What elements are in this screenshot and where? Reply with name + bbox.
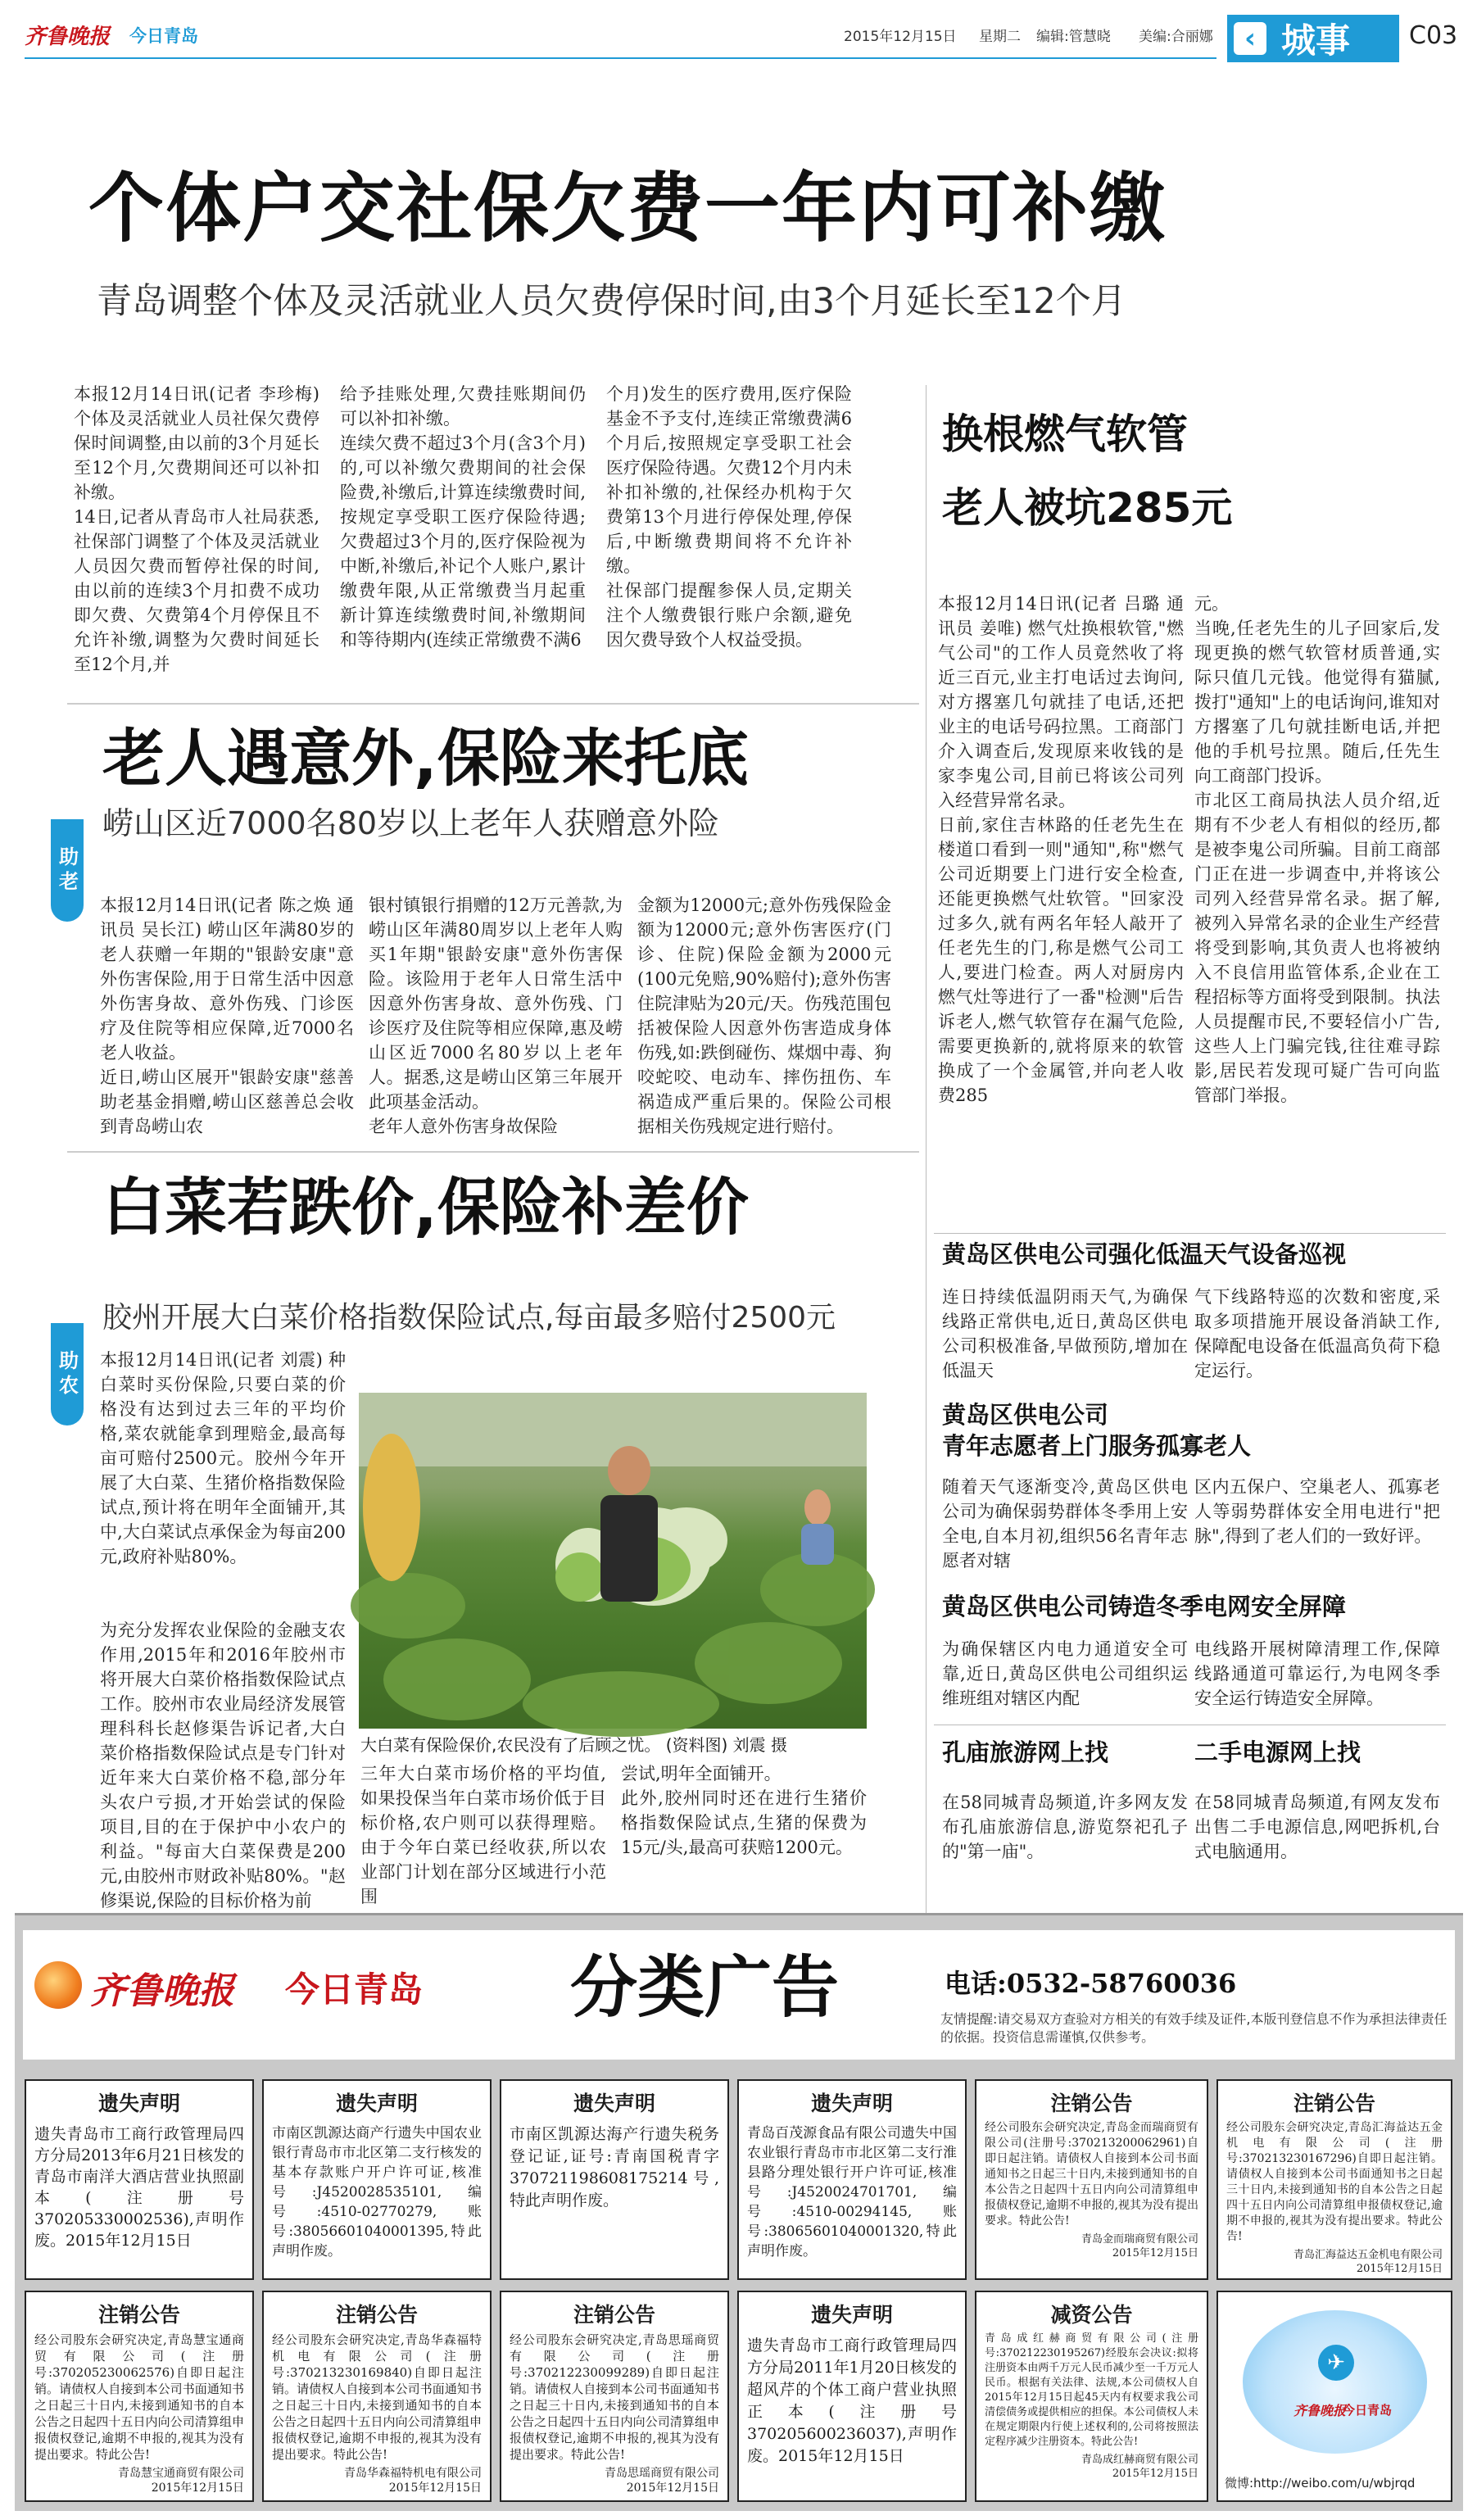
header-weekday: 星期二 — [979, 29, 1021, 45]
cabbage-photo — [359, 1393, 867, 1729]
web-2-text: 在58同城青岛频道,有网友发布出售二手电源信息,网吧拆机,台式电脑通用。 — [1194, 1793, 1440, 1861]
cabbage-col-3: 尝试,明年全面铺开。 此外,胶州同时还在进行生猪价格指数保险试点,生猪的保费为15元/头,最高可获赔1200元。 — [621, 1764, 867, 1857]
section-bracket — [67, 703, 919, 705]
classified-header — [23, 1930, 1455, 2060]
weibo-logo: 齐鲁晚报 — [1294, 2403, 1347, 2418]
insurance-col-2: 银村镇银行捐赠的12万元善款,为崂山区年满80周岁以上老年人购买1年期"银龄安康"意外伤害保险。该险用于老年人日常生活中因意外伤害身故、意外伤残、门诊医疗及住院等相应保障,惠及崂山区近7000名80岁以上老年人。据悉,这是崂山区第三年展开此项基金活动。 老年人意外伤害身故保险 — [369, 895, 623, 1136]
ad-4-title: 遗失声明 — [810, 2092, 893, 2115]
gas-col-2: 元。 当晚,任老先生的儿子回家后,发现更换的燃气软管材质普通,实际只值几元钱。他觉得有猫腻,拨打"通知"上的电话询问,谁知对方撂塞了几句就挂断电话,并把他的手机号拉黑。随后,任先生向工商部门投诉。 市北区工商局执法人员介绍,近期有不少老人有相似的经历,都是被李鬼公司所骗。目前工商部门正在进一步调查中,并将该公司列入经营异常名录。据了解,被列入异常名录的企业生产经营将受到影响,其负责人也将被纳入不良信用监管体系,企业在工程招标等方面将受到限制。执法人员提醒市民,不要轻信小广告,这些人上门骗完钱,往往难寻踪影,居民若发现可疑广告可向监管部门举报。 — [1194, 594, 1440, 1105]
ad-8-body: 经公司股东会研究决定,青岛华森福特机电有限公司(注册号:370213230169840)自即日起注销。请债权人自接到本公司书面通知书之日起三十日内,未接到通知书的自本公告之日起四十五日内向公司清算组申报债权登记,逾期不申报的,视其为没有提出要求。特此公告! — [272, 2332, 482, 2462]
lead-col-2: 给予挂账处理,欠费挂账期间仍可以补扣补缴。 连续欠费不超过3个月(含3个月)的,可以补缴欠费期间的社会保险费,补缴后,计算连续缴费时间,按规定享受职工医疗保险待遇;欠费超过3个月的,医疗保险视为中断,补缴后,补记个人账户,累计缴费年限,从正常缴费当月起重新计算连续缴费时间,补缴期间和等待期内(连续正常缴费不满6 — [340, 384, 586, 650]
brief-2-col-1: 随着天气逐渐变冷,黄岛区供电公司为确保弱势群体冬季用上安全电,自本月初,组织56名青年志愿者对辖 — [942, 1477, 1188, 1570]
ad-8 — [262, 2291, 492, 2502]
section-name: 城事 — [1281, 20, 1351, 61]
lead-col-1: 本报12月14日讯(记者 李珍梅) 个体及灵活就业人员社保欠费停保时间调整,由以前的3个月延长至12个月,欠费期间还可以补扣补缴。 14日,记者从青岛市人社局获悉,社保部门调整了个体及灵活就业人员因欠费而暂停社保的时间,由以前的连续3个月扣费不成功即欠费、欠费第4个月停保且不允许补缴,调整为欠费时间延长至12个月,并 — [74, 384, 319, 674]
masthead — [25, 15, 1462, 64]
gas-headline-2: 老人被坑285元 — [942, 484, 1233, 532]
ad-2-body: 市南区凯源达商产行遗失中国农业银行青岛市市北区第二支行核发的基本存款账户开户许可证,核准号:J4520028535101,编号:4510-02770279,账号:38056601040001395,特此声明作废。 — [272, 2125, 482, 2259]
divider-right-top — [934, 1233, 1446, 1234]
farmer-photo-illustration — [359, 1393, 867, 1729]
lead-col-3: 个月)发生的医疗费用,医疗保险基金不予支付,连续正常缴费满6个月后,按照规定享受职工社会医疗保险待遇。欠费12个月内未补扣补缴的,社保经办机构于欠费第13个月进行停保处理,停保后,中断缴费期间将不允许补缴。 社保部门提醒参保人员,定期关注个人缴费银行账户余额,避免因欠费导致个人权益受损。 — [606, 384, 852, 650]
gas-col-1: 本报12月14日讯(记者 吕璐 通讯员 姜唯) 燃气灶换根软管,"燃气公司"的工作人员竟然收了将近三百元,业主打电话过去询问,对方撂塞几句就挂了电话,还把业主的电话号码拉黑。工商部门介入调查后,发现原来收钱的是家李鬼公司,目前已将该公司列入经营异常名录。 日前,家住吉林路的任老先生在楼道口看到一则"通知",称"燃气公司近期要上门进行安全检查,还能更换燃气灶软管。"回家没过多久,就有两名年轻人敲开了任老先生的门,称是燃气公司工人,要进门检查。两人对厨房内燃气灶等进行了一番"检测"后告诉老人,燃气软管存在漏气危险,需要更换新的,就将原来的软管换成了一个金属管,并向老人收费285 — [938, 594, 1184, 1105]
insurance-headline: 老人遇意外,保险来托底 — [102, 722, 749, 795]
photo-caption: 大白菜有保险保价,农民没有了后顾之忧。 (资料图) 刘震 摄 — [360, 1735, 788, 1755]
section-badge — [1227, 15, 1399, 62]
ad-6-body: 经公司股东会研究决定,青岛汇海益达五金机电有限公司(注册号:370213230167296)自即日起注销。请债权人自接到本公司书面通知书之日起三十日内,未接到通知书的自本公告之日起四十五日内向公司清算组申报债权登记,逾期不申报的,视其为没有提出要求。特此公告! — [1226, 2121, 1443, 2243]
section-bracket-2 — [67, 1151, 919, 1153]
insurance-col-1: 本报12月14日讯(记者 陈之焕 通讯员 吴长江) 崂山区年满80岁的老人获赠一年期的"银龄安康"意外伤害保险,用于日常生活中因意外伤害身故、意外伤残、门诊医疗及住院等相应保障,近7000名老人收益。 近日,崂山区展开"银龄安康"慈善助老基金捐赠,崂山区慈善总会收到青岛崂山农 — [100, 895, 354, 1136]
tag-farmers: 助农 — [51, 1323, 84, 1425]
cabbage-col-2: 三年大白菜市场价格的平均值,如果投保当年白菜市场价低于目标价格,农户则可以获得理赔。由于今年白菜已经收获,所以农业部门计划在部分区域进行小范围 — [360, 1764, 606, 1906]
insurance-subhead: 崂山区近7000名80岁以上老年人获赠意外险 — [102, 805, 720, 841]
ad-9-foot: 青岛思瑶商贸有限公司 2015年12月15日 — [605, 2467, 719, 2495]
ad-6 — [1216, 2079, 1452, 2280]
cabbage-headline: 白菜若跌价,保险补差价 — [102, 1171, 749, 1244]
ad-11 — [975, 2291, 1208, 2502]
lead-subhead: 青岛调整个体及灵活就业人员欠费停保时间,由3个月延长至12个月 — [97, 281, 1126, 322]
ad-5-body: 经公司股东会研究决定,青岛金而瑞商贸有限公司(注册号:370213200062961)自即日起注销。请债权人自接到本公司书面通知书之日起三十日内,未接到通知书的自本公告之日起四十五日内向公司清算组申报债权登记,逾期不申报的,视其为没有提出要求。特此公告! — [985, 2121, 1198, 2228]
ad-11-title: 减资公告 — [1050, 2303, 1133, 2327]
classified-logo: 齐鲁晚报 — [90, 1970, 234, 2012]
classified-section — [15, 1913, 1463, 2511]
ad-4-body: 青岛百茂源食品有限公司遗失中国农业银行青岛市市北区第二支行淮县路分理处银行开户许可证,核准号:J4520024701701,编号:4510-00294145,账号:38065601040001320,特此声明作废。 — [747, 2125, 957, 2259]
classified-notice: 友情提醒:请交易双方查验对方相关的有效手续及证件,本版刊登信息不作为承担法律责任的依据。投资信息需谨慎,仅供参考。 — [940, 2011, 1448, 2045]
ad-3 — [500, 2079, 729, 2280]
edition-label: 今日青岛 — [129, 26, 198, 46]
chevron-left-icon: ‹ — [1234, 22, 1266, 55]
classified-title: 分类广告 — [570, 1948, 840, 2027]
ad-1-body: 遗失青岛市工商行政管理局四方分局2013年6月21日核发的青岛市南洋大酒店营业执照副本(注册号370205330002536),声明作废。2015年12月15日 — [34, 2125, 244, 2250]
brief-3-title: 黄岛区供电公司铸造冬季电网安全屏障 — [942, 1593, 1347, 1620]
ad-10-body: 遗失青岛市工商行政管理局四方分局2011年1月20日核发的超风芹的个体工商户营业执照正本(注册号370205600236037),声明作废。2015年12月15日 — [747, 2336, 957, 2465]
tag-elderly: 助老 — [51, 819, 84, 922]
header-designer: 美编:合丽娜 — [1139, 29, 1213, 45]
page-number: C03 — [1409, 21, 1458, 50]
weibo-icon: ✈ — [1318, 2345, 1354, 2381]
ad-9 — [500, 2291, 729, 2502]
web-1-title: 孔庙旅游网上找 — [942, 1738, 1109, 1766]
cabbage-col-1a: 本报12月14日讯(记者 刘震) 种白菜时买份保险,只要白菜的价格没有达到过去三年的平均价格,菜农就能拿到理赔金,最高每亩可赔付2500元。胶州今年开展了大白菜、生猪价格指数保险试点,预计将在明年全面铺开,其中,大白菜试点承保金为每亩200元,政府补贴80%。 — [100, 1350, 346, 1566]
ad-6-foot: 青岛汇海益达五金机电有限公司 2015年12月15日 — [1293, 2249, 1443, 2275]
weibo-edition: 今日青岛 — [1343, 2403, 1393, 2418]
insurance-col-3: 金额为12000元;意外伤残保险金额为12000元;意外伤害医疗(门诊、住院)保险金额为2000元(100元免赔,90%赔付);意外伤害住院津贴为20元/天。伤残范围包括被保险人因意外伤害造成身体伤残,如:跌倒碰伤、煤烟中毒、狗咬蛇咬、电动车、摔伤扭伤、车祸造成严重后果的。保险公司根据相关伤残规定进行赔付。 — [637, 895, 891, 1136]
ad-10-title: 遗失声明 — [810, 2303, 893, 2327]
weibo-box — [1216, 2291, 1452, 2502]
ad-3-title: 遗失声明 — [573, 2092, 655, 2115]
ad-7-foot: 青岛慧宝通商贸有限公司 2015年12月15日 — [118, 2467, 244, 2495]
brief-2-title: 黄岛区供电公司 青年志愿者上门服务孤寡老人 — [942, 1401, 1252, 1460]
cabbage-subhead: 胶州开展大白菜价格指数保险试点,每亩最多赔付2500元 — [102, 1301, 836, 1335]
ad-6-title: 注销公告 — [1293, 2092, 1375, 2115]
ad-8-foot: 青岛华森福特机电有限公司 2015年12月15日 — [344, 2467, 482, 2495]
cabbage-col-1b: 为充分发挥农业保险的金融支农作用,2015年和2016年胶州市将开展大白菜价格指数保险试点工作。胶州市农业局经济发展管理科科长赵修渠告诉记者,大白菜价格指数保险试点是专门针对近年来大白菜价格不稳,部分年头农户亏损,才开始尝试的保险项目,目的在于保护中小农户的利益。"每亩大白菜保费是200元,由胶州市财政补贴80%。"赵修渠说,保险的目标价格为前 — [100, 1620, 346, 1910]
ad-4 — [737, 2079, 967, 2280]
ad-7 — [25, 2291, 254, 2502]
orange-circle-logo-icon — [34, 1961, 82, 2009]
ad-10 — [737, 2291, 967, 2502]
ad-1 — [25, 2079, 254, 2280]
ad-8-title: 注销公告 — [335, 2303, 418, 2327]
ad-9-title: 注销公告 — [573, 2303, 655, 2327]
brief-1-col-1: 连日持续低温阴雨天气,为确保线路正常供电,近日,黄岛区供电公司积极准备,早做预防,增加在低温天 — [942, 1287, 1188, 1380]
weibo-graphic — [1243, 2310, 1427, 2454]
ad-2 — [262, 2079, 492, 2280]
ad-2-title: 遗失声明 — [335, 2092, 418, 2115]
ad-5-title: 注销公告 — [1050, 2092, 1133, 2115]
brief-3-col-2: 电线路开展树障清理工作,保障线路通道可靠运行,为电网冬季安全运行铸造安全屏障。 — [1194, 1639, 1440, 1708]
brief-1-col-2: 气下线路特巡的次数和密度,采取多项措施开展设备消缺工作,保障配电设备在低温高负荷下稳定运行。 — [1194, 1287, 1440, 1380]
weibo-caption: 微博:http://weibo.com/u/wbjrqd — [1225, 2476, 1416, 2491]
ad-1-title: 遗失声明 — [97, 2092, 180, 2115]
brief-2-col-2: 区内五保户、空巢老人、孤寡老人等弱势群体安全用电进行"把脉",得到了老人们的一致好评。 — [1194, 1477, 1440, 1546]
classified-phone: 电话:0532-58760036 — [945, 1968, 1237, 1999]
ad-5 — [975, 2079, 1208, 2280]
ad-7-body: 经公司股东会研究决定,青岛慧宝通商贸有限公司(注册号:370205230062576)自即日起注销。请债权人自接到本公司书面通知书之日起三十日内,未接到通知书的自本公告之日起四十五日内向公司清算组申报债权登记,逾期不申报的,视其为没有提出要求。特此公告! — [34, 2332, 244, 2462]
ad-7-title: 注销公告 — [97, 2303, 180, 2327]
ad-11-foot: 青岛成红赫商贸有限公司 2015年12月15日 — [1081, 2454, 1198, 2480]
web-1-text: 在58同城青岛频道,许多网友发布孔庙旅游信息,游览祭祀孔子的"第一庙"。 — [942, 1793, 1188, 1861]
web-2-title: 二手电源网上找 — [1194, 1738, 1361, 1766]
ad-11-body: 青岛成红赫商贸有限公司(注册号:370212230195267)经股东会决议:拟将注册资本由两千万元人民币减少至一千万元人民币。根据有关法律、法规,本公司债权人自2015年12月15日起45天内有权要求我公司清偿债务或提供相应的担保。本公司债权人未在规定期限内行使上述权利的,公司将按照法定程序减少注册资本。特此公告! — [985, 2332, 1198, 2448]
divider-vertical — [926, 385, 927, 1925]
header-editor: 编辑:管慧晓 — [1036, 29, 1111, 45]
gas-headline-1: 换根燃气软管 — [942, 410, 1188, 458]
brief-3-col-1: 为确保辖区内电力通道安全可靠,近日,黄岛区供电公司组织运维班组对辖区内配 — [942, 1639, 1188, 1708]
ad-3-body: 市南区凯源达海产行遗失税务登记证,证号:青南国税青字370721198608175214号,特此声明作废。 — [510, 2125, 719, 2210]
brief-1-title: 黄岛区供电公司强化低温天气设备巡视 — [942, 1240, 1347, 1268]
ad-5-foot: 青岛金而瑞商贸有限公司 2015年12月15日 — [1081, 2233, 1198, 2259]
classified-edition: 今日青岛 — [285, 1969, 424, 2010]
newspaper-logo: 齐鲁晚报 — [25, 25, 111, 49]
header-line — [25, 57, 1216, 59]
ad-9-body: 经公司股东会研究决定,青岛思瑶商贸有限公司(注册号:370212230099289)自即日起注销。请债权人自接到本公司书面通知书之日起三十日内,未接到通知书的自本公告之日起四十五日内向公司清算组申报债权登记,逾期不申报的,视其为没有提出要求。特此公告! — [510, 2332, 719, 2462]
header-date: 2015年12月15日 — [844, 29, 957, 45]
lead-headline: 个体户交社保欠费一年内可补缴 — [88, 165, 1167, 252]
